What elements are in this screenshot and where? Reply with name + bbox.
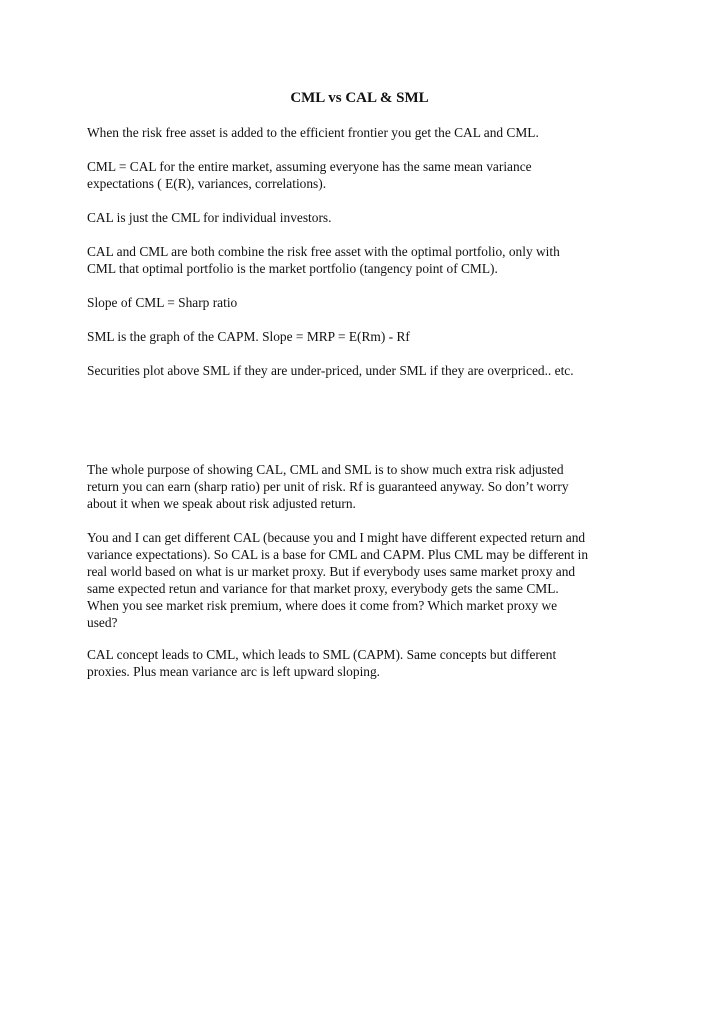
- paragraph-line: CAL is just the CML for individual investors.: [87, 210, 332, 225]
- paragraph-different-cal: [87, 529, 647, 631]
- paragraph-line: When the risk free asset is added to the efficient frontier you get the CAL and CML.: [87, 125, 539, 140]
- paragraph-line: return you can earn (sharp ratio) per unit of risk. Rf is guaranteed anyway. So don’t worry: [87, 479, 569, 494]
- paragraph-slope-cml: [87, 294, 647, 311]
- paragraph-line: Slope of CML = Sharp ratio: [87, 295, 238, 310]
- paragraph-line: SML is the graph of the CAPM. Slope = MRP = E(Rm) - Rf: [87, 329, 410, 344]
- paragraph-optimal-portfolio: [87, 243, 647, 277]
- paragraph-cml-cal: [87, 158, 647, 192]
- paragraph-cal-individual: [87, 209, 647, 226]
- document-title: CML vs CAL & SML: [290, 90, 429, 106]
- paragraph-line: expectations ( E(R), variances, correlations).: [87, 176, 327, 191]
- paragraph-intro: [87, 124, 647, 141]
- paragraph-line: variance expectations). So CAL is a base for CML and CAPM. Plus CML may be different in: [87, 547, 589, 562]
- paragraph-conclusion: [87, 646, 647, 680]
- paragraph-line: same expected retun and variance for that market proxy, everybody gets the same CML.: [87, 581, 559, 596]
- paragraph-securities: [87, 362, 647, 379]
- paragraph-line: You and I can get different CAL (because you and I might have different expected return and: [87, 530, 586, 545]
- paragraph-sml: [87, 328, 647, 345]
- paragraph-line: The whole purpose of showing CAL, CML and SML is to show much extra risk adjusted: [87, 462, 564, 477]
- paragraph-purpose: [87, 461, 647, 512]
- paragraph-line: about it when we speak about risk adjusted return.: [87, 496, 356, 511]
- paragraph-line: When you see market risk premium, where does it come from? Which market proxy we: [87, 598, 558, 613]
- paragraph-line: CML that optimal portfolio is the market portfolio (tangency point of CML).: [87, 261, 498, 276]
- paragraph-line: used?: [87, 615, 118, 630]
- paragraph-line: Securities plot above SML if they are under-priced, under SML if they are overpriced.. etc.: [87, 363, 574, 378]
- paragraph-line: CAL concept leads to CML, which leads to SML (CAPM). Same concepts but different: [87, 647, 557, 662]
- paragraph-line: CML = CAL for the entire market, assuming everyone has the same mean variance: [87, 159, 532, 174]
- paragraph-line: proxies. Plus mean variance arc is left upward sloping.: [87, 664, 381, 679]
- paragraph-line: CAL and CML are both combine the risk free asset with the optimal portfolio, only with: [87, 244, 560, 259]
- paragraph-line: real world based on what is ur market proxy. But if everybody uses same market proxy and: [87, 564, 576, 579]
